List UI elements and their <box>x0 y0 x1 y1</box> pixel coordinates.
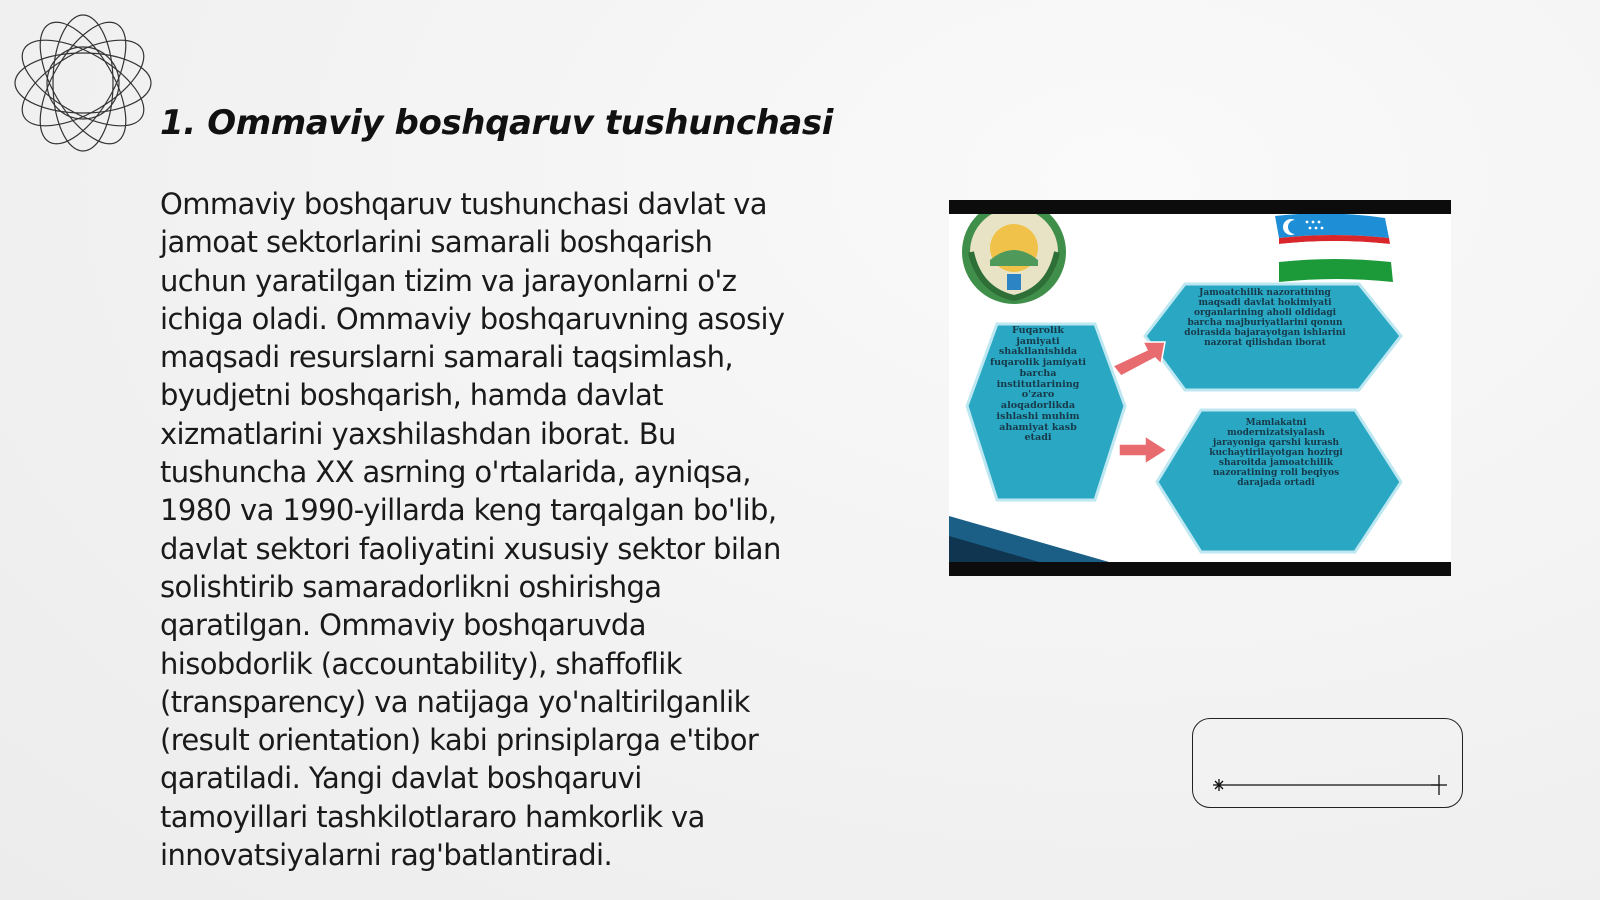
body-line: xizmatlarini yaxshilashdan iborat. Bu <box>160 416 676 451</box>
hexagon-top-right-text: Jamoatchilik nazoratining maqsadi davlat hokimiyati organlarining aholi oldidagi barcha majburiyatlarini qonun doirasida bajarayotgan ishlarini nazorat qilishdan iborat <box>1184 288 1346 349</box>
body-line: 1980 va 1990-yillarda keng tarqalgan bo'lib, <box>160 493 777 528</box>
body-line: jamoat sektorlarini samarali boshqarish <box>160 225 713 260</box>
body-line: innovatsiyalarni rag'batlantiradi. <box>160 838 613 873</box>
body-line: (transparency) va natijaga yo'naltirilganlik <box>160 684 750 719</box>
ornament-rings-icon <box>8 8 158 158</box>
body-line: qaratilgan. Ommaviy boshqaruvda <box>160 608 646 643</box>
body-line: uchun yaratilgan tizim va jarayonlarni o'z <box>160 263 737 298</box>
body-line: byudjetni boshqarish, hamda davlat <box>160 378 663 413</box>
body-line: davlat sektori faoliyatini xususiy sektor bilan <box>160 531 781 566</box>
decorative-callout-box <box>1192 718 1463 808</box>
spark-icon <box>1213 779 1225 791</box>
hexagon-left-text: Fuqarolik jamiyati shakllanishida fuqarolik jamiyati barcha institutlarining o'zaro aloqadorlikda ishlashi muhim ahamiyat kasb etadi <box>989 325 1087 444</box>
body-line: (result orientation) kabi prinsiplarga e'tibor <box>160 723 759 758</box>
image-border-top <box>949 200 1451 214</box>
body-paragraph <box>160 185 840 874</box>
hexagon-bottom-right-text: Mamlakatni modernizatsiyalash jarayoniga qarshi kurash kuchaytirilayotgan hozirgi sharoitda jamoatchilik nazoratining roli beqiyos darajada ortadi <box>1209 418 1343 489</box>
slide-title: 1. Ommaviy boshqaruv tushunchasi <box>160 103 834 143</box>
body-line: solishtirib samaradorlikni oshirishga <box>160 569 662 604</box>
body-line: Ommaviy boshqaruv tushunchasi davlat va <box>160 187 767 221</box>
body-line: qaratiladi. Yangi davlat boshqaruvi <box>160 761 642 796</box>
emblem-icon <box>962 200 1066 304</box>
body-line: hisobdorlik (accountability), shaffoflik <box>160 646 682 681</box>
image-border-bottom <box>949 562 1451 576</box>
flag-icon <box>1275 213 1393 282</box>
body-line: maqsadi resurslarni samarali taqsimlash, <box>160 340 733 375</box>
figure-image <box>949 200 1451 576</box>
body-line: tamoyillari tashkilotlararo hamkorlik va <box>160 799 705 834</box>
body-line: ichiga oladi. Ommaviy boshqaruvning asosiy <box>160 301 785 336</box>
body-line: tushuncha XX asrning o'rtalarida, ayniqsa, <box>160 455 751 490</box>
spark-icon <box>1431 775 1447 795</box>
